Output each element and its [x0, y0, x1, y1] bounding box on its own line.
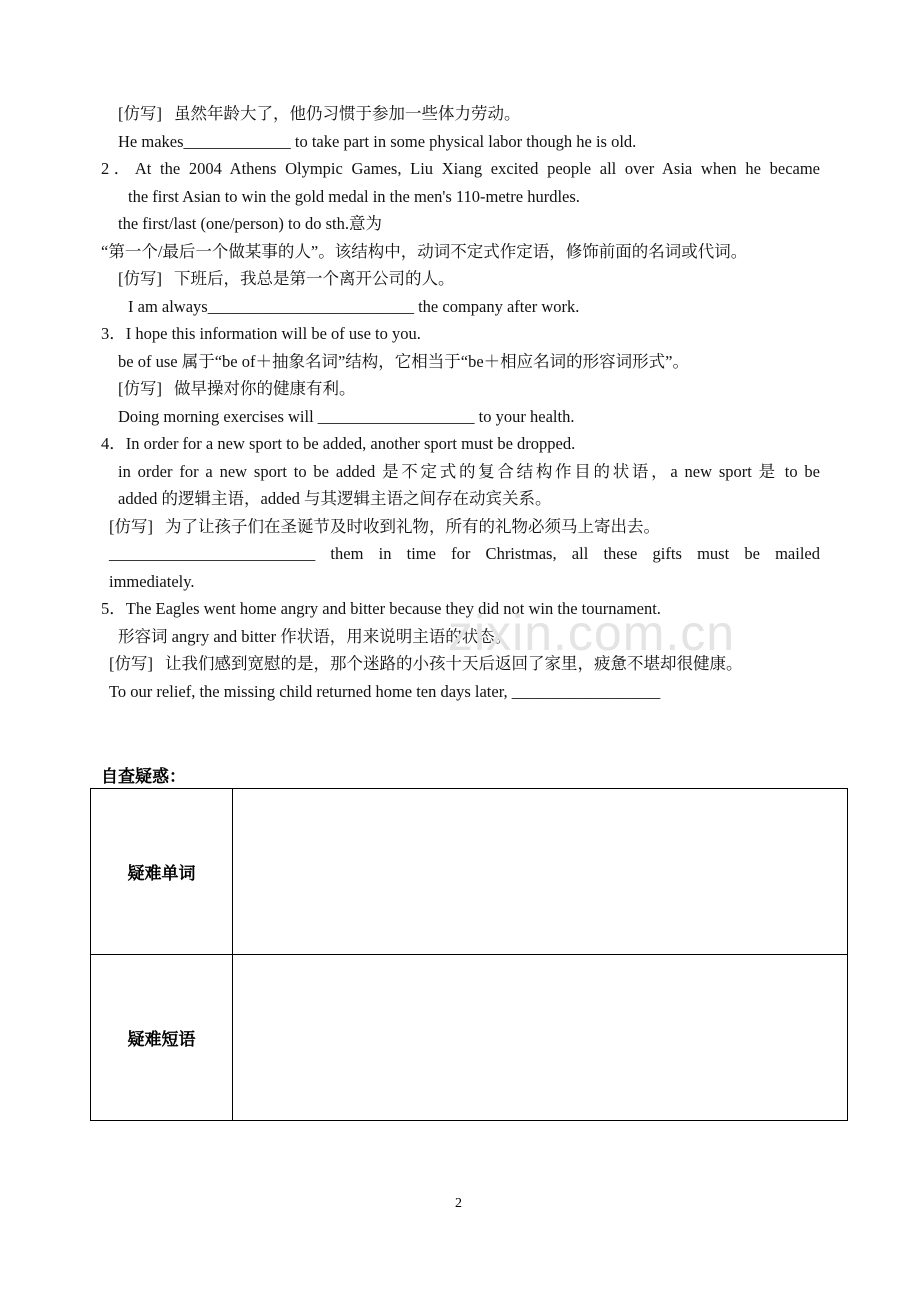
practice-label-4: [109, 516, 660, 538]
self-check-heading: 自查疑惑：: [101, 767, 186, 787]
practice-chinese: 为了让孩子们在圣诞节及时收到礼物，所有的礼物必须马上寄出去。: [165, 517, 660, 536]
practice-chinese: 虽然年龄大了，他仍习惯于参加一些体力劳动。: [174, 104, 521, 123]
self-check-table: [90, 788, 848, 1121]
practice-sentence-1: He makes_____________ to take part in some physical labor though he is old.: [118, 132, 637, 151]
page-number: 2: [455, 1196, 462, 1211]
practice-tag: [仿写]: [109, 654, 153, 673]
difficult-words-cell[interactable]: [233, 789, 848, 955]
table-row: [91, 955, 848, 1121]
item-4-sentence: 4．In order for a new sport to be added, another sport must be dropped.: [101, 434, 576, 453]
practice-sentence-2: I am always_________________________ the company after work.: [128, 297, 580, 316]
difficult-phrases-label: 疑难短语: [91, 955, 233, 1121]
item-4-explanation: in order for a new sport to be added 是不定式的复合结构作目的状语，a new sport 是 to be: [118, 462, 820, 481]
practice-tag: [仿写]: [118, 104, 162, 123]
item-2-sentence: 2．At the 2004 Athens Olympic Games, Liu Xiang excited people all over Asia when he became: [101, 159, 820, 178]
practice-chinese: 让我们感到宽慰的是，那个迷路的小孩十天后返回了家里，疲惫不堪却很健康。: [165, 654, 743, 673]
practice-chinese: 下班后，我总是第一个离开公司的人。: [174, 269, 455, 288]
practice-sentence-4-cont: immediately.: [109, 572, 195, 591]
item-5-explanation: 形容词 angry and bitter 作状语，用来说明主语的状态。: [118, 627, 512, 646]
practice-tag: [仿写]: [118, 379, 162, 398]
item-3-sentence: 3．I hope this information will be of use to you.: [101, 324, 421, 343]
item-4-explanation-cont: added 的逻辑主语，added 与其逻辑主语之间存在动宾关系。: [118, 489, 552, 508]
practice-label-1: [118, 103, 521, 125]
practice-chinese: 做早操对你的健康有利。: [174, 379, 356, 398]
difficult-phrases-cell[interactable]: [233, 955, 848, 1121]
practice-sentence-5: To our relief, the missing child returned home ten days later, __________________: [109, 682, 661, 701]
item-5-sentence: 5．The Eagles went home angry and bitter because they did not win the tournament.: [101, 599, 661, 618]
practice-sentence-4: _________________________ them in time for Christmas, all these gifts must be mailed: [109, 544, 820, 563]
practice-tag: [仿写]: [109, 517, 153, 536]
practice-label-2: [118, 268, 455, 290]
practice-sentence-3: Doing morning exercises will ___________________ to your health.: [118, 407, 575, 426]
watermark: zixin.com.cn: [448, 605, 736, 661]
item-2-explanation: “第一个/最后一个做某事的人”。该结构中，动词不定式作定语，修饰前面的名词或代词。: [101, 242, 748, 261]
item-2-sentence-cont: the first Asian to win the gold medal in the men's 110‑metre hurdles.: [128, 187, 580, 206]
item-2-note: the first/last (one/person) to do sth.意为: [118, 214, 382, 233]
difficult-words-label: 疑难单词: [91, 789, 233, 955]
practice-label-3: [118, 378, 356, 400]
practice-tag: [仿写]: [118, 269, 162, 288]
item-3-explanation: be of use 属于“be of＋抽象名词”结构，它相当于“be＋相应名词的形容词形式”。: [118, 352, 689, 371]
table-row: [91, 789, 848, 955]
